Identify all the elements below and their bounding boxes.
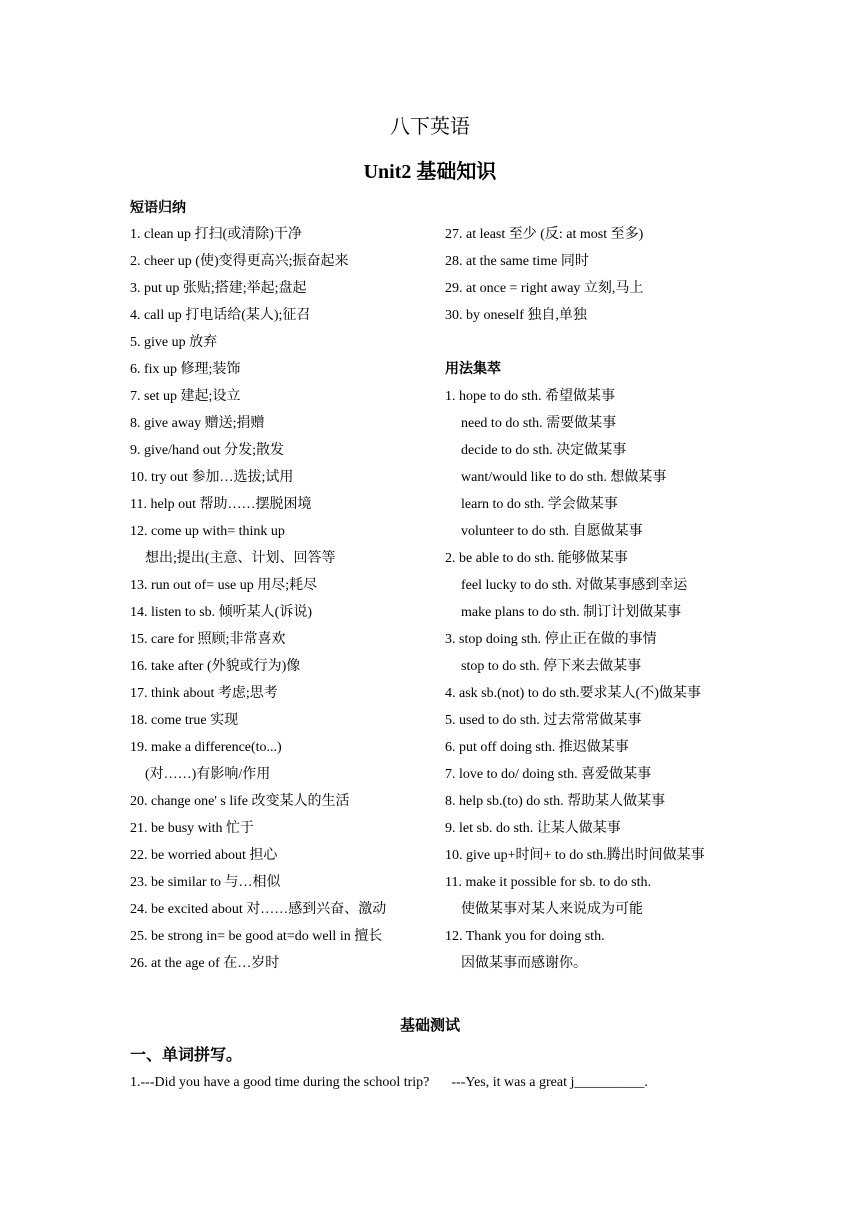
phrase-item: 6. fix up 修理;装饰 xyxy=(130,362,241,377)
question-1-prompt: 1.---Did you have a good time during the school trip? xyxy=(130,1075,430,1090)
test-section-title: 基础测试 xyxy=(399,1018,460,1034)
usage-item-continued: 因做某事而感谢你。 xyxy=(461,956,587,971)
usage-item: volunteer to do sth. 自愿做某事 xyxy=(461,524,643,539)
phrase-item: 30. by oneself 独自,单独 xyxy=(445,308,587,323)
usage-item: 10. give up+时间+ to do sth.腾出时间做某事 xyxy=(445,848,705,863)
phrase-item: 15. care for 照顾;非常喜欢 xyxy=(130,632,286,647)
usage-item: 6. put off doing sth. 推迟做某事 xyxy=(445,740,629,755)
usage-item: 1. hope to do sth. 希望做某事 xyxy=(445,389,615,404)
phrase-item: 1. clean up 打扫(或清除)干净 xyxy=(130,227,302,242)
document-subtitle: Unit2 基础知识 xyxy=(363,161,497,183)
usage-item: 9. let sb. do sth. 让某人做某事 xyxy=(445,821,621,836)
phrase-item: 5. give up 放弃 xyxy=(130,335,218,350)
phrase-item-continued: (对……)有影响/作用 xyxy=(145,767,271,782)
question-1 xyxy=(130,1072,648,1094)
phrase-item: 4. call up 打电话给(某人);征召 xyxy=(130,308,311,323)
phrase-item: 12. come up with= think up xyxy=(130,524,285,539)
phrase-item: 24. be excited about 对……感到兴奋、激动 xyxy=(130,902,387,917)
phrase-item: 25. be strong in= be good at=do well in 擅长 xyxy=(130,929,383,944)
usage-item: need to do sth. 需要做某事 xyxy=(461,416,617,431)
phrase-item: 18. come true 实现 xyxy=(130,713,239,728)
document-title: 八下英语 xyxy=(390,116,470,138)
usage-item: 12. Thank you for doing sth. xyxy=(445,929,605,944)
usage-item: want/would like to do sth. 想做某事 xyxy=(461,470,667,485)
phrase-item: 17. think about 考虑;思考 xyxy=(130,686,278,701)
usage-item-continued: 使做某事对某人来说成为可能 xyxy=(461,902,643,917)
usage-item: 4. ask sb.(not) to do sth.要求某人(不)做某事 xyxy=(445,686,701,701)
usage-item: 11. make it possible for sb. to do sth. xyxy=(445,875,651,890)
usage-item: 8. help sb.(to) do sth. 帮助某人做某事 xyxy=(445,794,666,809)
phrase-item: 10. try out 参加…选拔;试用 xyxy=(130,470,294,485)
phrase-item: 19. make a difference(to...) xyxy=(130,740,282,755)
usage-item: 7. love to do/ doing sth. 喜爱做某事 xyxy=(445,767,652,782)
phrase-item: 7. set up 建起;设立 xyxy=(130,389,241,404)
phrases-left-column xyxy=(130,224,430,980)
phrase-item: 28. at the same time 同时 xyxy=(445,254,589,269)
usage-item: 2. be able to do sth. 能够做某事 xyxy=(445,551,628,566)
usage-item: feel lucky to do sth. 对做某事感到幸运 xyxy=(461,578,688,593)
phrase-item-continued: 想出;提出(主意、计划、回答等 xyxy=(145,551,336,566)
phrase-item: 22. be worried about 担心 xyxy=(130,848,278,863)
phrase-item: 20. change one' s life 改变某人的生活 xyxy=(130,794,350,809)
phrases-right-column xyxy=(445,224,745,980)
phrase-item: 8. give away 赠送;捐赠 xyxy=(130,416,265,431)
phrase-item: 3. put up 张贴;搭建;举起;盘起 xyxy=(130,281,307,296)
phrase-item: 11. help out 帮助……摆脱困境 xyxy=(130,497,312,512)
usage-item: decide to do sth. 决定做某事 xyxy=(461,443,627,458)
usage-item: 3. stop doing sth. 停止正在做的事情 xyxy=(445,632,657,647)
usage-item: 5. used to do sth. 过去常常做某事 xyxy=(445,713,642,728)
phrase-item: 13. run out of= use up 用尽;耗尽 xyxy=(130,578,318,593)
usage-item: learn to do sth. 学会做某事 xyxy=(461,497,618,512)
phrase-item: 14. listen to sb. 倾听某人(诉说) xyxy=(130,605,312,620)
phrase-item: 29. at once = right away 立刻,马上 xyxy=(445,281,644,296)
usage-item: stop to do sth. 停下来去做某事 xyxy=(461,659,642,674)
phrase-item: 21. be busy with 忙于 xyxy=(130,821,255,836)
phrase-item: 27. at least 至少 (反: at most 至多) xyxy=(445,227,644,242)
phrase-item: 2. cheer up (使)变得更高兴;振奋起来 xyxy=(130,254,349,269)
phrase-item: 16. take after (外貌或行为)像 xyxy=(130,659,301,674)
part-one-heading: 一、单词拼写。 xyxy=(130,1047,243,1064)
question-1-answer-line: ---Yes, it was a great j__________. xyxy=(451,1075,648,1090)
phrases-heading: 短语归纳 xyxy=(130,201,186,216)
usage-item: make plans to do sth. 制订计划做某事 xyxy=(461,605,682,620)
spacer xyxy=(445,332,745,359)
phrase-item: 23. be similar to 与…相似 xyxy=(130,875,281,890)
phrase-item: 9. give/hand out 分发;散发 xyxy=(130,443,284,458)
phrase-item: 26. at the age of 在…岁时 xyxy=(130,956,280,971)
usages-heading: 用法集萃 xyxy=(445,362,501,377)
